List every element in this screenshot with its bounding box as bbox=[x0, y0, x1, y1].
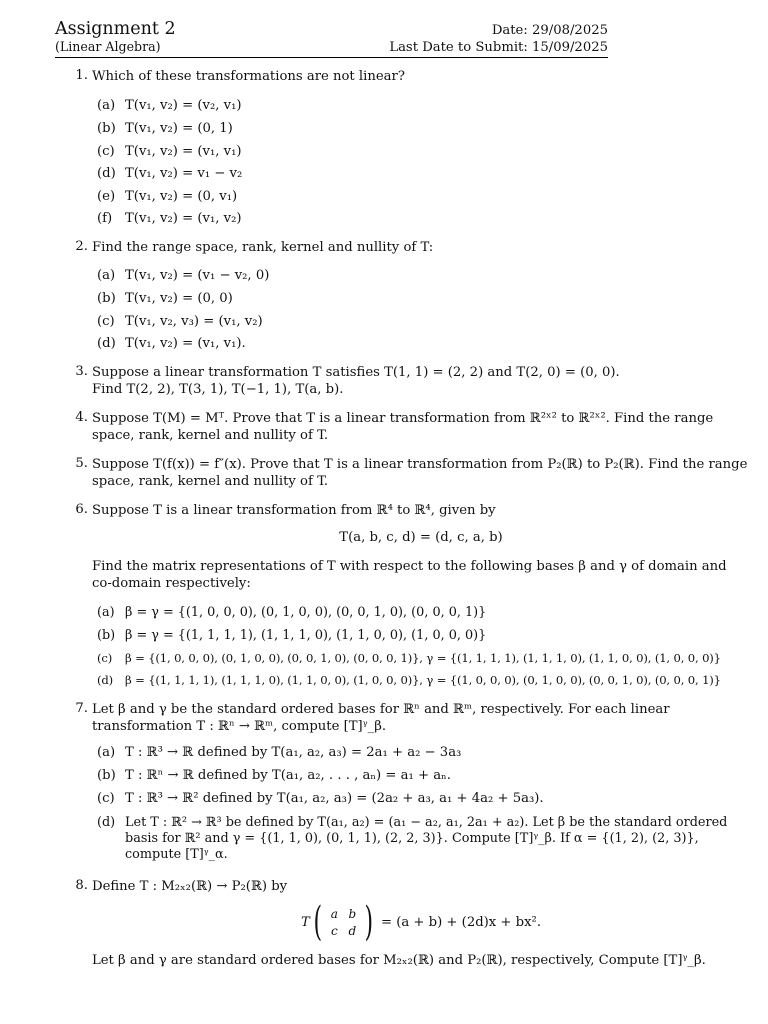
question-1 bbox=[74, 68, 750, 85]
question-text: Define T : M₂ₓ₂(ℝ) → P₂(ℝ) by bbox=[92, 879, 288, 894]
question-number: 1. bbox=[75, 68, 88, 83]
list-item: (d) β = {(1, 1, 1, 1), (1, 1, 1, 0), (1, 1, 0, 0), (1, 0, 0, 0)}, γ = {(1, 0, 0, 0), (0, 1, 0, 0), (0, 0, 1, 0), (0, 0, 0, 1)} bbox=[97, 673, 721, 687]
question-6 bbox=[74, 502, 750, 519]
question-7 bbox=[74, 701, 750, 735]
question-text: Suppose T is a linear transformation from ℝ⁴ to ℝ⁴, given by bbox=[92, 503, 496, 518]
list-item: (a) β = γ = {(1, 0, 0, 0), (0, 1, 0, 0), (0, 0, 1, 0), (0, 0, 0, 1)} bbox=[97, 605, 487, 620]
list-item: (e) T(v₁, v₂) = (0, v₁) bbox=[97, 189, 238, 204]
list-item: (a) T : ℝ³ → ℝ defined by T(a₁, a₂, a₃) = 2a₁ + a₂ − 3a₃ bbox=[97, 745, 462, 760]
question-number: 5. bbox=[75, 456, 88, 471]
question-6-instructions bbox=[74, 558, 750, 592]
list-item: (d) Let T : ℝ² → ℝ³ be defined by T(a₁, a₂) = (a₁ − a₂, a₁, 2a₁ + a₂). Let β be the standard ordered basis for ℝ² and γ = {(1, 1, 0), (0, 1, 1), (2, 2, 3)}. Compute [T]ᵞ_β. If α = {(1, 2), (2, 3)}, compute [T]ᵞ_α. bbox=[97, 815, 728, 862]
question-number: 2. bbox=[75, 239, 88, 254]
list-item: (d) T(v₁, v₂) = v₁ − v₂ bbox=[97, 166, 243, 181]
header-rule bbox=[55, 57, 608, 58]
list-item: (c) β = {(1, 0, 0, 0), (0, 1, 0, 0), (0, 0, 1, 0), (0, 0, 0, 1)}, γ = {(1, 1, 1, 1), (1, 1, 1, 0), (1, 1, 0, 0), (1, 0, 0, 0)} bbox=[97, 651, 721, 665]
matrix-formula bbox=[92, 899, 750, 945]
question-text: Let β and γ are standard ordered bases for M₂ₓ₂(ℝ) and P₂(ℝ), respectively, Compute [T]ᵞ_β. bbox=[92, 953, 706, 968]
right-paren: ) bbox=[364, 899, 374, 945]
question-number: 3. bbox=[75, 364, 88, 379]
question-3 bbox=[74, 364, 750, 398]
question-number: 7. bbox=[75, 701, 88, 716]
list-item: (a) T(v₁, v₂) = (v₂, v₁) bbox=[97, 98, 242, 113]
list-item: (b) T(v₁, v₂) = (0, 0) bbox=[97, 291, 233, 306]
matrix-entry: b bbox=[348, 906, 357, 921]
formula-t: T bbox=[300, 914, 310, 930]
question-4 bbox=[74, 410, 750, 444]
list-item: (c) T(v₁, v₂) = (v₁, v₁) bbox=[97, 144, 242, 159]
list-item: (b) T(v₁, v₂) = (0, 1) bbox=[97, 121, 233, 136]
question-text: Suppose a linear transformation T satisfies T(1, 1) = (2, 2) and T(2, 0) = (0, 0). bbox=[92, 365, 620, 380]
question-8 bbox=[74, 878, 750, 895]
list-item: (a) T(v₁, v₂) = (v₁ − v₂, 0) bbox=[97, 268, 270, 283]
question-number: 6. bbox=[75, 502, 88, 517]
question-text: Find T(2, 2), T(3, 1), T(−1, 1), T(a, b). bbox=[92, 382, 344, 397]
header bbox=[55, 19, 608, 55]
question-number: 8. bbox=[75, 878, 88, 893]
matrix bbox=[310, 899, 377, 945]
matrix-entry: d bbox=[348, 923, 357, 938]
left-paren: ( bbox=[313, 899, 322, 945]
matrix-entry: c bbox=[330, 923, 338, 938]
question-5 bbox=[74, 456, 750, 490]
question-text: Suppose T(f(x)) = f″(x). Prove that T is a linear transformation from P₂(ℝ) to P₂(ℝ). Find the range space, rank, kernel and nullity of T. bbox=[92, 457, 748, 489]
question-2 bbox=[74, 239, 750, 256]
submit-deadline: Last Date to Submit: 15/09/2025 bbox=[389, 40, 608, 55]
matrix-grid bbox=[325, 907, 361, 938]
assignment-title: Assignment 2 bbox=[55, 19, 176, 39]
question-text: Which of these transformations are not linear? bbox=[92, 69, 405, 84]
question-number: 4. bbox=[75, 410, 88, 425]
question-text: Suppose T(M) = Mᵀ. Prove that T is a linear transformation from ℝ²ˣ² to ℝ²ˣ². Find the range space, rank, kernel and nullity of T. bbox=[92, 411, 714, 443]
question-8-instructions bbox=[74, 952, 750, 969]
question-text: Let β and γ be the standard ordered bases for ℝⁿ and ℝᵐ, respectively. For each linear transformation T : ℝⁿ → ℝᵐ, compute [T]ᵞ_β. bbox=[92, 702, 670, 734]
list-item: (b) β = γ = {(1, 1, 1, 1), (1, 1, 1, 0), (1, 1, 0, 0), (1, 0, 0, 0)} bbox=[97, 628, 487, 643]
list-item: (c) T(v₁, v₂, v₃) = (v₁, v₂) bbox=[97, 314, 263, 329]
date-text: Date: 29/08/2025 bbox=[491, 23, 608, 38]
question-text: Find the matrix representations of T with respect to the following bases β and γ of domain and co-domain respectively: bbox=[92, 559, 727, 591]
subject-subtitle: (Linear Algebra) bbox=[55, 39, 161, 54]
list-item: (f) T(v₁, v₂) = (v₁, v₂) bbox=[97, 211, 242, 226]
matrix-entry: a bbox=[330, 906, 338, 921]
list-item: (b) T : ℝⁿ → ℝ defined by T(a₁, a₂, . . . , aₙ) = a₁ + aₙ. bbox=[97, 768, 451, 783]
formula: T(a, b, c, d) = (d, c, a, b) bbox=[339, 530, 503, 545]
formula-rhs: = (a + b) + (2d)x + bx². bbox=[380, 914, 542, 930]
list-item: (c) T : ℝ³ → ℝ² defined by T(a₁, a₂, a₃) = (2a₂ + a₃, a₁ + 4a₂ + 5a₃). bbox=[97, 791, 544, 806]
question-text: Find the range space, rank, kernel and nullity of T: bbox=[92, 240, 434, 255]
list-item: (d) T(v₁, v₂) = (v₁, v₁). bbox=[97, 336, 246, 351]
